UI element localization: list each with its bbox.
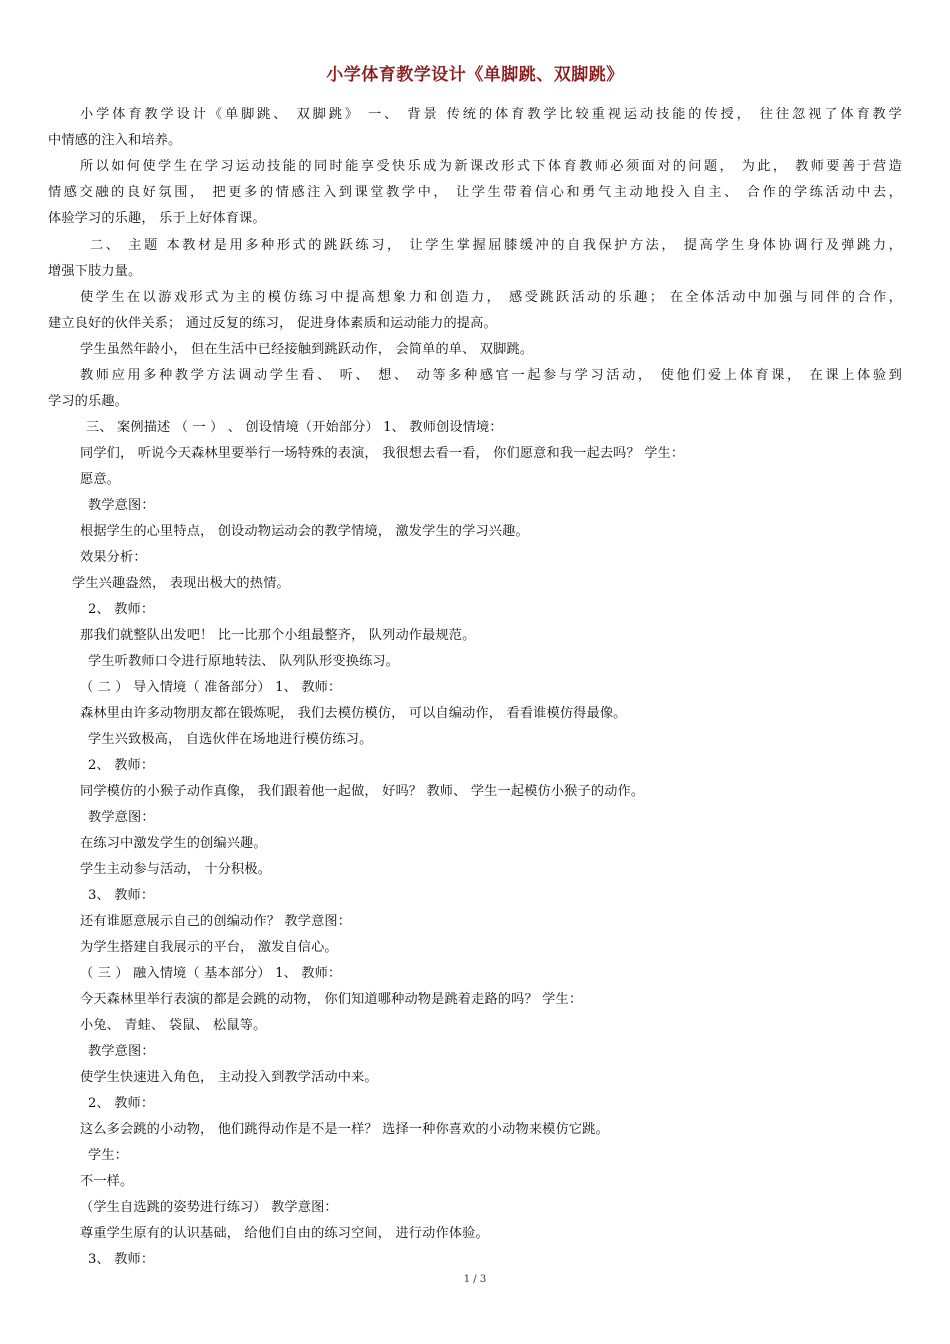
paragraph-line: 教学意图： [88, 498, 155, 513]
paragraph-line: 学生听教师口令进行原地转法、 队列队形变换练习。 [88, 654, 400, 669]
paragraph-line: 2、 教师： [88, 1096, 155, 1111]
paragraph-line: 学生： [88, 1148, 129, 1163]
paragraph-line: 学生兴趣盎然， 表现出极大的热情。 [72, 576, 290, 591]
paragraph-line: 森林里由许多动物朋友都在锻炼呢， 我们去模仿模仿， 可以自编动作， 看看谁模仿得最像。 [80, 706, 627, 721]
paragraph-line: 愿意。 [80, 472, 121, 487]
paragraph-line: 2、 教师： [88, 758, 155, 773]
paragraph-line: 建立良好的伙伴关系； 通过反复的练习， 促进身体素质和运动能力的提高。 [48, 316, 497, 331]
paragraph-line: 这么多会跳的小动物， 他们跳得动作是不是一样？ 选择一种你喜欢的小动物来模仿它跳。 [80, 1122, 609, 1137]
document-title: 小学体育教学设计《单脚跳、双脚跳》 [326, 65, 624, 85]
paragraph-line: 教学意图： [88, 810, 155, 825]
paragraph-line: 教师应用多种教学方法调动学生看、 听、 想、 动等多种感官一起参与学习活动， 使他们爱上体育课， 在课上体验到 [80, 368, 902, 383]
paragraph-line: 还有谁愿意展示自己的创编动作？ 教学意图： [80, 914, 352, 929]
paragraph-line: 增强下肢力量。 [48, 264, 142, 279]
section-heading: 三、 案例描述 （ 一 ） 、 创设情境（开始部分） 1、 教师创设情境： [86, 420, 503, 435]
paragraph-line: 学生兴致极高， 自选伙伴在场地进行模仿练习。 [88, 732, 373, 747]
paragraph-line: 尊重学生原有的认识基础， 给他们自由的练习空间， 进行动作体验。 [80, 1226, 489, 1241]
paragraph-line: 为学生搭建自我展示的平台， 激发自信心。 [80, 940, 338, 955]
paragraph-line: 那我们就整队出发吧！ 比一比那个小组最整齐， 队列动作最规范。 [80, 628, 476, 643]
paragraph-line: 情感交融的良好氛围， 把更多的情感注入到课堂教学中， 让学生带着信心和勇气主动地投入自主、 合作的学练活动中去， [48, 185, 902, 200]
paragraph-line: 体验学习的乐趣， 乐于上好体育课。 [48, 211, 266, 226]
paragraph-line: 小兔、 青蛙、 袋鼠、 松鼠等。 [80, 1018, 267, 1033]
paragraph-line: 在练习中激发学生的创编兴趣。 [80, 836, 267, 851]
paragraph-line: 3、 教师： [88, 1252, 155, 1267]
page-number: 1 / 3 [463, 1274, 487, 1285]
paragraph-line: 2、 教师： [88, 602, 155, 617]
paragraph-line: 学生虽然年龄小， 但在生活中已经接触到跳跃动作， 会简单的单、 双脚跳。 [80, 342, 534, 357]
paragraph-line: 教学意图： [88, 1044, 155, 1059]
paragraph-line: 不一样。 [80, 1174, 134, 1189]
paragraph-line: 根据学生的心里特点， 创设动物运动会的教学情境， 激发学生的学习兴趣。 [80, 524, 529, 539]
paragraph-line: 中情感的注入和培养。 [48, 133, 182, 148]
section-heading: （ 三 ） 融入情境（ 基本部分） 1、 教师： [80, 966, 342, 981]
paragraph-line: 同学模仿的小猴子动作真像， 我们跟着他一起做， 好吗？ 教师、 学生一起模仿小猴子的动作。 [80, 784, 645, 799]
paragraph-line: 效果分析： [80, 550, 147, 565]
paragraph-line: （学生自选跳的姿势进行练习） 教学意图： [80, 1200, 338, 1215]
paragraph-line: 今天森林里举行表演的都是会跳的动物， 你们知道哪种动物是跳着走路的吗？ 学生： [80, 992, 583, 1007]
paragraph-line: 使学生在以游戏形式为主的模仿练习中提高想象力和创造力， 感受跳跃活动的乐趣； 在全体活动中加强与同伴的合作， [80, 290, 902, 305]
paragraph-line: 学生主动参与活动， 十分积极。 [80, 862, 272, 877]
section-heading: （ 二 ） 导入情境（ 准备部分） 1、 教师： [80, 680, 342, 695]
paragraph-line: 学习的乐趣。 [48, 394, 129, 409]
paragraph-line: 二、 主题 本教材是用多种形式的跳跃练习， 让学生掌握屈膝缓冲的自我保护方法， 提高学生身体协调行及弹跳力， [90, 238, 902, 253]
paragraph-line: 3、 教师： [88, 888, 155, 903]
paragraph-line: 同学们， 听说今天森林里要举行一场特殊的表演， 我很想去看一看， 你们愿意和我一起去吗？ 学生： [80, 446, 685, 461]
paragraph-line: 小学体育教学设计《单脚跳、 双脚跳》 一、 背景 传统的体育教学比较重视运动技能的传授， 往往忽视了体育教学 [80, 107, 902, 122]
paragraph-line: 使学生快速进入角色， 主动投入到教学活动中来。 [80, 1070, 378, 1085]
paragraph-line: 所以如何使学生在学习运动技能的同时能享受快乐成为新课改形式下体育教师必须面对的问题， 为此， 教师要善于营造 [80, 159, 902, 174]
